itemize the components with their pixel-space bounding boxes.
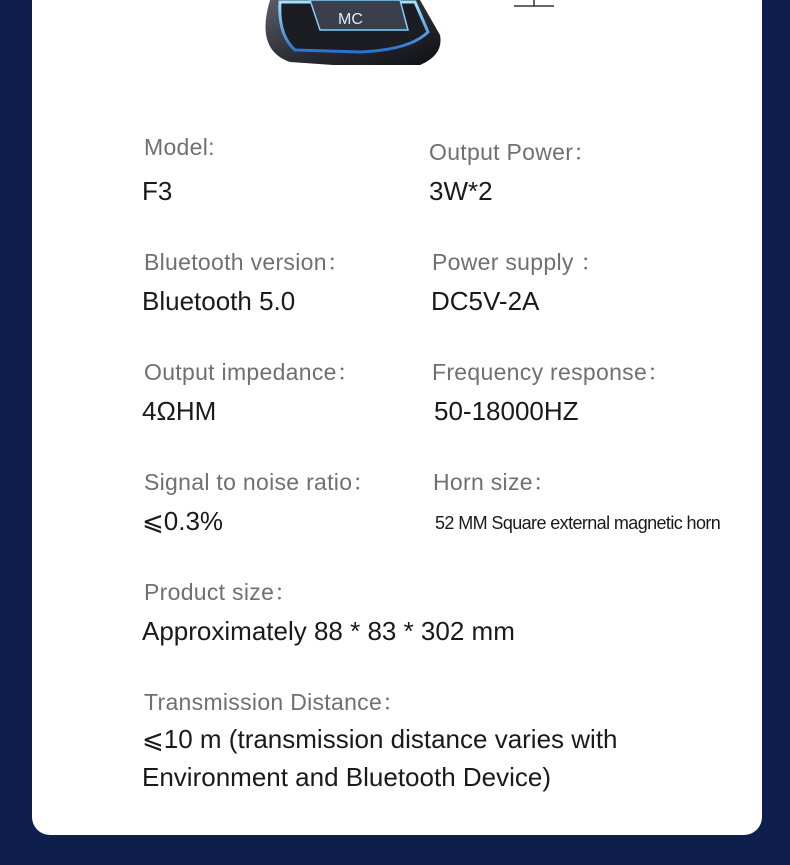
output-power-value: 3W*2 — [429, 176, 493, 206]
frequency-response-label: Frequency response： — [432, 359, 671, 385]
bluetooth-version-value: Bluetooth 5.0 — [142, 286, 296, 316]
snr-label: Signal to noise ratio： — [144, 469, 376, 495]
power-supply-value: DC5V-2A — [431, 286, 540, 316]
dimension-marker — [512, 0, 556, 10]
horn-size-value: 52 MM Square external magnetic horn — [435, 513, 721, 533]
speaker-base-image — [250, 0, 450, 65]
output-impedance-value: 4ΩHM — [142, 396, 217, 426]
transmission-distance-label: Transmission Distance： — [144, 689, 406, 715]
output-power-label: Output Power： — [429, 139, 597, 165]
model-label: Model: — [144, 134, 215, 160]
brand-logo: MC — [338, 11, 363, 28]
transmission-distance-value: ⩽10 m (transmission distance varies with Environment and Bluetooth Device) — [142, 724, 618, 792]
spec-card — [32, 0, 762, 835]
frequency-response-value: 50-18000HZ — [434, 396, 579, 426]
snr-value: ⩽0.3% — [142, 506, 224, 536]
model-value: F3 — [142, 176, 173, 206]
power-supply-label: Power supply ： — [432, 249, 604, 275]
horn-size-label: Horn size： — [433, 469, 557, 495]
bluetooth-version-label: Bluetooth version： — [144, 249, 351, 275]
output-impedance-label: Output impedance： — [144, 359, 361, 385]
product-size-value: Approximately 88 * 83 * 302 mm — [142, 616, 515, 646]
product-size-label: Product size： — [144, 579, 298, 605]
